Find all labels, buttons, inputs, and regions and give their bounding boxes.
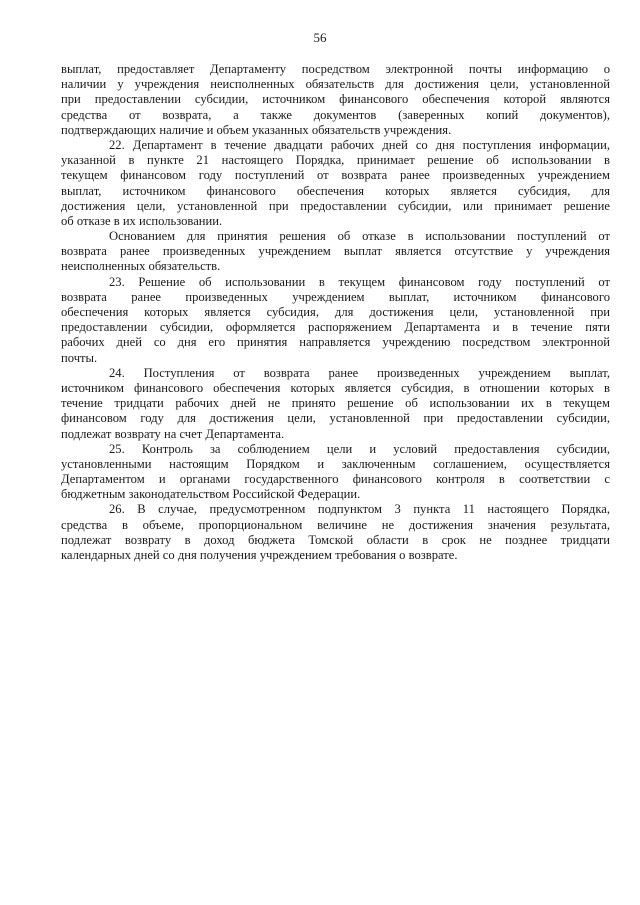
text-line: возврата ранее произведенных учреждением выплат, источником финансового xyxy=(61,289,610,304)
text-line: текущем финансовом году поступлений от возврата ранее произведенных учреждением xyxy=(61,168,610,183)
paragraph-24 xyxy=(61,366,610,442)
text-line: достижения цели, установленной при предоставлении субсидии, или принимает решение xyxy=(61,198,610,213)
text-line: рабочих дней со дня его принятия направляется учреждению посредством электронной xyxy=(61,335,610,350)
paragraph-22 xyxy=(61,138,610,229)
paragraph-22-refusal xyxy=(61,229,610,275)
text-line: предоставлении субсидии, оформляется распоряжением Департамента и в течение пяти xyxy=(61,320,610,335)
text-line: возврата ранее произведенных учреждением выплат является отсутствие у учреждения xyxy=(61,244,610,259)
text-line: Департаментом и органами государственного финансового контроля в соответствии с xyxy=(61,472,610,487)
paragraph-25 xyxy=(61,442,610,503)
text-line: средства от возврата, а также документов (заверенных копий документов), xyxy=(61,107,610,122)
text-line: 25. Контроль за соблюдением цели и условий предоставления субсидии, xyxy=(109,441,610,456)
text-line: 23. Решение об использовании в текущем финансовом году поступлений от xyxy=(109,274,610,289)
text-line: 24. Поступления от возврата ранее произведенных учреждением выплат, xyxy=(109,365,610,380)
page-number: 56 xyxy=(313,30,327,45)
text-line: течение тридцати рабочих дней не принято решение об использовании их в текущем xyxy=(61,396,610,411)
text-line: подлежат возврату на счет Департамента. xyxy=(61,426,285,441)
text-line: при предоставлении субсидии, источником финансового обеспечения которой являются xyxy=(61,92,610,107)
text-line: 26. В случае, предусмотренном подпунктом 3 пункта 11 настоящего Порядка, xyxy=(109,502,610,517)
text-line: средства в объеме, пропорциональном величине не достижения значения результата, xyxy=(61,517,610,532)
text-line: неисполненных обязательств. xyxy=(61,259,221,274)
paragraph-continuation xyxy=(61,62,610,138)
text-line: подлежат возврату в доход бюджета Томской области в срок не позднее тридцати xyxy=(61,532,610,547)
text-line: Основанием для принятия решения об отказе в использовании поступлений от xyxy=(109,229,610,244)
text-line: подтверждающих наличие и объем указанных обязательств учреждения. xyxy=(61,122,452,137)
document-body xyxy=(61,62,610,563)
text-line: об отказе в их использовании. xyxy=(61,213,223,228)
text-line: бюджетным законодательством Российской Федерации. xyxy=(61,487,361,502)
text-line: выплат, предоставляет Департаменту посредством электронной почты информацию о xyxy=(61,62,610,76)
text-line: 22. Департамент в течение двадцати рабочих дней со дня поступления информации, xyxy=(109,137,610,152)
paragraph-26 xyxy=(61,502,610,563)
text-line: наличии у учреждения неисполненных обязательств для достижения цели, установленной xyxy=(61,77,610,92)
text-line: источником финансового обеспечения которых является субсидия, в отношении которых в xyxy=(61,380,610,395)
text-line: почты. xyxy=(61,350,98,365)
text-line: обеспечения которых является субсидия, для достижения цели, установленной при xyxy=(61,305,610,319)
paragraph-23 xyxy=(61,275,610,366)
text-line: финансовом году для достижения цели, установленной при предоставлении субсидии, xyxy=(61,411,610,426)
text-line: календарных дней со дня получения учреждением требования о возврате. xyxy=(61,548,458,562)
text-line: выплат, источником финансового обеспечения которых является субсидия, для xyxy=(61,183,610,198)
text-line: указанной в пункте 21 настоящего Порядка, принимает решение об использовании в xyxy=(61,153,610,168)
text-line: установленными настоящим Порядком и заключенным соглашением, осуществляется xyxy=(61,456,610,471)
